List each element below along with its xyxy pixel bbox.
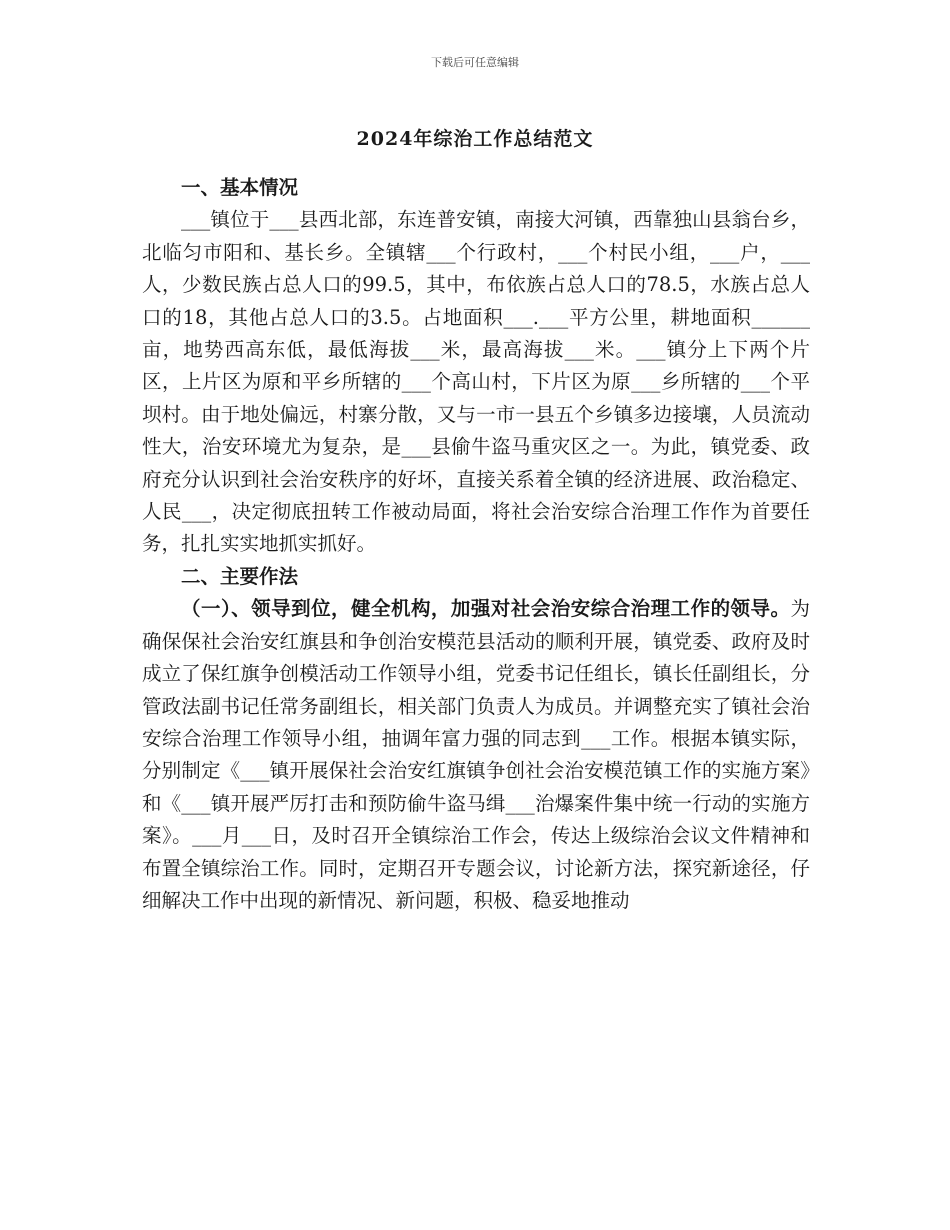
subsection-text: 为确保保社会治安红旗县和争创治安模范县活动的顺利开展，镇党委、政府及时成立了保红旗争创模活动工作领导小组，党委书记任组长，镇长任副组长，分管政法副书记任常务副组长，相关部门负责人为成员。并调整充实了镇社会治安综合治理工作领导小组，抽调年富力强的同志到___工作。根据本镇实际，分别制定《___镇开展保社会治安红旗镇争创社会治安模范镇工作的实施方案》和《___镇开展严厉打击和预防偷牛盗马缉___治爆案件集中统一行动的实施方案》。___月___日，及时召开全镇综治工作会，传达上级综治会议文件精神和布置全镇综治工作。同时，定期召开专题会议，讨论新方法，探究新途径，仔细解决工作中出现的新情况、新问题，积极、稳妥地推动	[142, 597, 810, 912]
section-heading-basic-situation: 一、基本情况	[181, 176, 299, 199]
section-paragraph-basic-situation: ___镇位于___县西北部，东连普安镇，南接大河镇，西靠独山县翁台乡，北临匀市阳和、基长乡。全镇辖___个行政村，___个村民小组，___户，___人，少数民族占总人口的99.5，其中，布依族占总人口的78.5，水族占总人口的18，其他占总人口的3.5。占地面积___.___平方公里，耕地面积______亩，地势西高东低，最低海拔___米，最高海拔___米。___镇分上下两个片区，上片区为原和平乡所辖的___个高山村，下片区为原___乡所辖的___个平坝村。由于地处偏远，村寨分散，又与一市一县五个乡镇多边接壤，人员流动性大，治安环境尤为复杂，是___县偷牛盗马重灾区之一。为此，镇党委、政府充分认识到社会治安秩序的好坏，直接关系着全镇的经济进展、政治稳定、人民___，决定彻底扭转工作被动局面，将社会治安综合治理工作作为首要任务，扎扎实实地抓实抓好。	[142, 208, 810, 556]
document-title: 2024年综治工作总结范文	[356, 128, 594, 150]
subsection-lead: （一）、领导到位，健全机构，加强对社会治安综合治理工作的领导。	[181, 597, 791, 621]
document-body	[142, 172, 810, 917]
section-paragraph-main-practices	[142, 593, 810, 917]
page-header-note: 下载后可任意编辑	[431, 56, 519, 69]
section-heading-main-practices: 二、主要作法	[181, 564, 299, 588]
